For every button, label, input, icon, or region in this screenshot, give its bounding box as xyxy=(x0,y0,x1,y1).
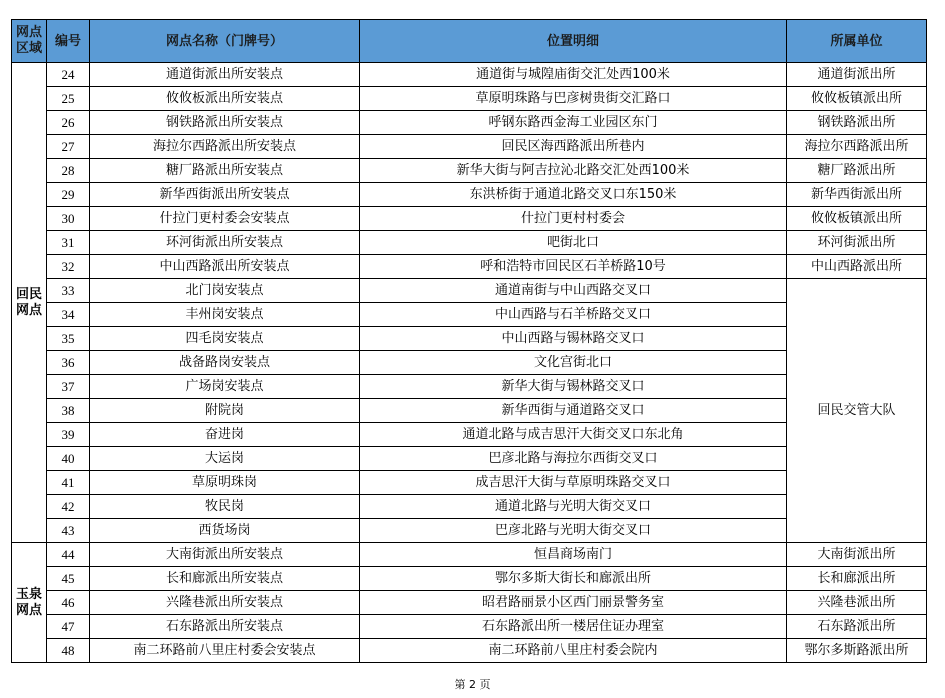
cell-location: 东洪桥街于通道北路交叉口东150米 xyxy=(360,183,787,207)
cell-number: 45 xyxy=(47,567,90,591)
cell-name: 草原明珠岗 xyxy=(90,471,360,495)
region-cell: 回民网点 xyxy=(12,63,47,543)
header-unit: 所属单位 xyxy=(787,20,927,63)
table-row xyxy=(12,111,927,135)
cell-name: 通道街派出所安装点 xyxy=(90,63,360,87)
cell-name: 奋进岗 xyxy=(90,423,360,447)
cell-location: 通道北路与成吉思汗大街交叉口东北角 xyxy=(360,423,787,447)
cell-name: 大运岗 xyxy=(90,447,360,471)
cell-location: 石东路派出所一楼居住证办理室 xyxy=(360,615,787,639)
cell-location: 通道南街与中山西路交叉口 xyxy=(360,279,787,303)
cell-number: 34 xyxy=(47,303,90,327)
cell-number: 42 xyxy=(47,495,90,519)
cell-number: 39 xyxy=(47,423,90,447)
table-row xyxy=(12,639,927,663)
cell-number: 24 xyxy=(47,63,90,87)
region-cell: 玉泉网点 xyxy=(12,543,47,663)
cell-location: 吧街北口 xyxy=(360,231,787,255)
cell-name: 大南街派出所安装点 xyxy=(90,543,360,567)
cell-number: 40 xyxy=(47,447,90,471)
table-row xyxy=(12,255,927,279)
cell-number: 26 xyxy=(47,111,90,135)
cell-name: 新华西街派出所安装点 xyxy=(90,183,360,207)
cell-unit: 大南街派出所 xyxy=(787,543,927,567)
cell-unit: 兴隆巷派出所 xyxy=(787,591,927,615)
cell-location: 新华大街与锡林路交叉口 xyxy=(360,375,787,399)
cell-name: 南二环路前八里庄村委会安装点 xyxy=(90,639,360,663)
cell-name: 糖厂路派出所安装点 xyxy=(90,159,360,183)
cell-location: 草原明珠路与巴彦树贵街交汇路口 xyxy=(360,87,787,111)
cell-location: 巴彦北路与光明大街交叉口 xyxy=(360,519,787,543)
table-row xyxy=(12,591,927,615)
cell-location: 恒昌商场南门 xyxy=(360,543,787,567)
cell-name: 广场岗安装点 xyxy=(90,375,360,399)
cell-location: 回民区海西路派出所巷内 xyxy=(360,135,787,159)
cell-location: 成吉思汗大街与草原明珠路交叉口 xyxy=(360,471,787,495)
header-region: 网点区域 xyxy=(12,20,47,63)
cell-unit: 攸攸板镇派出所 xyxy=(787,87,927,111)
cell-number: 33 xyxy=(47,279,90,303)
cell-unit: 通道街派出所 xyxy=(787,63,927,87)
cell-location: 鄂尔多斯大街长和廊派出所 xyxy=(360,567,787,591)
table-row xyxy=(12,279,927,303)
table-row xyxy=(12,543,927,567)
cell-number: 31 xyxy=(47,231,90,255)
cell-number: 29 xyxy=(47,183,90,207)
cell-name: 战备路岗安装点 xyxy=(90,351,360,375)
cell-name: 四毛岗安装点 xyxy=(90,327,360,351)
cell-name: 环河街派出所安装点 xyxy=(90,231,360,255)
page-number: 第 2 页 xyxy=(454,678,491,691)
cell-location: 什拉门更村村委会 xyxy=(360,207,787,231)
cell-number: 36 xyxy=(47,351,90,375)
cell-location: 文化宫街北口 xyxy=(360,351,787,375)
cell-number: 35 xyxy=(47,327,90,351)
cell-number: 37 xyxy=(47,375,90,399)
cell-name: 丰州岗安装点 xyxy=(90,303,360,327)
cell-unit: 长和廊派出所 xyxy=(787,567,927,591)
cell-location: 新华大街与阿吉拉沁北路交汇处西100米 xyxy=(360,159,787,183)
table-row xyxy=(12,87,927,111)
cell-location: 通道北路与光明大街交叉口 xyxy=(360,495,787,519)
cell-unit: 鄂尔多斯路派出所 xyxy=(787,639,927,663)
cell-number: 38 xyxy=(47,399,90,423)
cell-unit: 新华西街派出所 xyxy=(787,183,927,207)
cell-name: 海拉尔西路派出所安装点 xyxy=(90,135,360,159)
header-name: 网点名称（门牌号） xyxy=(90,20,360,63)
cell-name: 攸攸板派出所安装点 xyxy=(90,87,360,111)
cell-location: 呼钢东路西金海工业园区东门 xyxy=(360,111,787,135)
cell-name: 长和廊派出所安装点 xyxy=(90,567,360,591)
table-row xyxy=(12,63,927,87)
cell-number: 47 xyxy=(47,615,90,639)
table-row xyxy=(12,615,927,639)
cell-location: 新华西街与通道路交叉口 xyxy=(360,399,787,423)
cell-location: 巴彦北路与海拉尔西街交叉口 xyxy=(360,447,787,471)
header-location: 位置明细 xyxy=(360,20,787,63)
header-number: 编号 xyxy=(47,20,90,63)
cell-unit: 中山西路派出所 xyxy=(787,255,927,279)
table-row xyxy=(12,231,927,255)
cell-name: 附院岗 xyxy=(90,399,360,423)
cell-unit: 钢铁路派出所 xyxy=(787,111,927,135)
table-row xyxy=(12,567,927,591)
table-row xyxy=(12,207,927,231)
cell-name: 兴隆巷派出所安装点 xyxy=(90,591,360,615)
cell-unit: 环河街派出所 xyxy=(787,231,927,255)
cell-name: 什拉门更村委会安装点 xyxy=(90,207,360,231)
table-row xyxy=(12,135,927,159)
cell-number: 41 xyxy=(47,471,90,495)
cell-number: 43 xyxy=(47,519,90,543)
cell-unit: 海拉尔西路派出所 xyxy=(787,135,927,159)
cell-location: 南二环路前八里庄村委会院内 xyxy=(360,639,787,663)
cell-name: 牧民岗 xyxy=(90,495,360,519)
cell-name: 钢铁路派出所安装点 xyxy=(90,111,360,135)
cell-number: 30 xyxy=(47,207,90,231)
cell-number: 28 xyxy=(47,159,90,183)
cell-location: 呼和浩特市回民区石羊桥路10号 xyxy=(360,255,787,279)
cell-number: 48 xyxy=(47,639,90,663)
cell-location: 中山西路与锡林路交叉口 xyxy=(360,327,787,351)
cell-name: 石东路派出所安装点 xyxy=(90,615,360,639)
cell-number: 27 xyxy=(47,135,90,159)
cell-number: 32 xyxy=(47,255,90,279)
cell-name: 西货场岗 xyxy=(90,519,360,543)
cell-unit: 石东路派出所 xyxy=(787,615,927,639)
cell-location: 通道街与城隍庙街交汇处西100米 xyxy=(360,63,787,87)
table-row xyxy=(12,159,927,183)
cell-unit: 糖厂路派出所 xyxy=(787,159,927,183)
cell-unit: 攸攸板镇派出所 xyxy=(787,207,927,231)
cell-number: 44 xyxy=(47,543,90,567)
table-header-row xyxy=(12,20,927,63)
cell-unit: 回民交管大队 xyxy=(787,279,927,543)
cell-name: 北门岗安装点 xyxy=(90,279,360,303)
cell-name: 中山西路派出所安装点 xyxy=(90,255,360,279)
cell-location: 中山西路与石羊桥路交叉口 xyxy=(360,303,787,327)
outlet-table xyxy=(11,19,927,663)
cell-location: 昭君路丽景小区西门丽景警务室 xyxy=(360,591,787,615)
cell-number: 46 xyxy=(47,591,90,615)
table-row xyxy=(12,183,927,207)
cell-number: 25 xyxy=(47,87,90,111)
